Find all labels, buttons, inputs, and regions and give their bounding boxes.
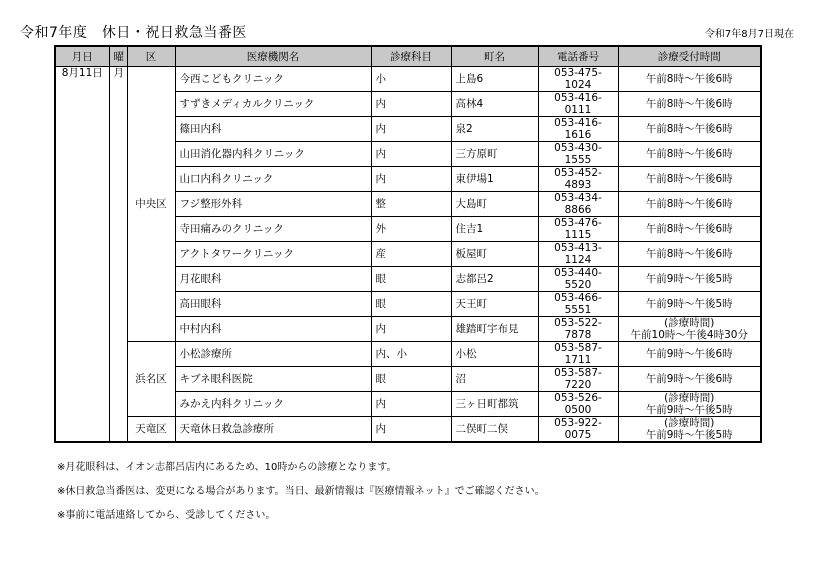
as-of-date: 令和7年8月7日現在	[704, 29, 794, 40]
dept-cell: 内	[371, 417, 451, 443]
clinic-name: 今西こどもクリニック	[175, 67, 371, 92]
clinic-name: 天竜休日救急診療所	[175, 417, 371, 443]
dept-cell: 内	[371, 392, 451, 417]
hours-value: 午前9時～午後5時	[645, 404, 733, 416]
clinic-name: 中村内科	[175, 317, 371, 342]
header-phone: 電話番号	[538, 46, 618, 67]
phone-cell: 053-440-5520	[538, 267, 618, 292]
dept-cell: 眼	[371, 267, 451, 292]
hours-cell: 午前8時～午後6時	[618, 242, 761, 267]
header-clinic: 医療機関名	[175, 46, 371, 67]
clinic-name: 山田消化器内科クリニック	[175, 142, 371, 167]
phone-cell: 053-475-1024	[538, 67, 618, 92]
town-cell: 東伊場1	[451, 167, 538, 192]
dept-cell: 内	[371, 317, 451, 342]
hours-value: 午前10時～午後4時30分	[630, 329, 748, 341]
note-item: ※事前に電話連絡してから、受診してください。	[57, 510, 276, 521]
phone-cell: 053-922-0075	[538, 417, 618, 443]
clinic-name: 篠田内科	[175, 117, 371, 142]
hours-cell: 午前8時～午後6時	[618, 142, 761, 167]
hours-label: (診療時間)	[664, 392, 715, 404]
clinic-name: みかえ内科クリニック	[175, 392, 371, 417]
dept-cell: 眼	[371, 367, 451, 392]
ward-cell-chuo: 中央区	[127, 67, 175, 342]
hours-cell: 午前9時～午後5時	[618, 292, 761, 317]
town-cell: 天王町	[451, 292, 538, 317]
clinic-name: アクトタワークリニック	[175, 242, 371, 267]
dept-cell: 産	[371, 242, 451, 267]
header-ward: 区	[127, 46, 175, 67]
date-cell: 8月11日	[55, 67, 109, 443]
dept-cell: 眼	[371, 292, 451, 317]
dept-cell: 内	[371, 142, 451, 167]
clinic-name: 寺田痛みのクリニック	[175, 217, 371, 242]
hours-cell: 午前8時～午後6時	[618, 67, 761, 92]
header-date: 月日	[55, 46, 109, 67]
page-title: 令和7年度 休日・祝日救急当番医	[20, 25, 247, 41]
hours-cell	[618, 392, 761, 417]
phone-cell: 053-466-5551	[538, 292, 618, 317]
clinic-name: すずきメディカルクリニック	[175, 92, 371, 117]
town-cell: 沼	[451, 367, 538, 392]
ward-cell-tenryu: 天竜区	[127, 417, 175, 443]
header-dow: 曜	[109, 46, 127, 67]
hours-cell: 午前8時～午後6時	[618, 167, 761, 192]
notes	[57, 462, 545, 534]
town-cell: 大島町	[451, 192, 538, 217]
header-town: 町名	[451, 46, 538, 67]
town-cell: 泉2	[451, 117, 538, 142]
town-cell: 高林4	[451, 92, 538, 117]
phone-cell: 053-476-1115	[538, 217, 618, 242]
hours-cell: 午前8時～午後6時	[618, 217, 761, 242]
table-row	[55, 417, 761, 443]
phone-cell: 053-587-7220	[538, 367, 618, 392]
phone-cell: 053-430-1555	[538, 142, 618, 167]
phone-cell: 053-416-1616	[538, 117, 618, 142]
hours-cell: 午前9時～午後6時	[618, 367, 761, 392]
header-hours: 診療受付時間	[618, 46, 761, 67]
phone-cell: 053-434-8866	[538, 192, 618, 217]
table-row	[55, 342, 761, 367]
clinic-name: フジ整形外科	[175, 192, 371, 217]
hours-cell: 午前8時～午後6時	[618, 92, 761, 117]
hours-cell: 午前9時～午後6時	[618, 342, 761, 367]
phone-cell: 053-413-1124	[538, 242, 618, 267]
dept-cell: 小	[371, 67, 451, 92]
phone-cell: 053-522-7878	[538, 317, 618, 342]
town-cell: 三ヶ日町都筑	[451, 392, 538, 417]
clinic-name: 山口内科クリニック	[175, 167, 371, 192]
clinic-name: 月花眼科	[175, 267, 371, 292]
phone-cell: 053-452-4893	[538, 167, 618, 192]
town-cell: 三方原町	[451, 142, 538, 167]
town-cell: 板屋町	[451, 242, 538, 267]
phone-cell: 053-526-0500	[538, 392, 618, 417]
town-cell: 上島6	[451, 67, 538, 92]
dept-cell: 内	[371, 117, 451, 142]
hours-cell	[618, 417, 761, 443]
note-item: ※月花眼科は、イオン志都呂店内にあるため、10時からの診療となります。	[57, 462, 397, 473]
town-cell: 雄踏町宇布見	[451, 317, 538, 342]
dept-cell: 内	[371, 167, 451, 192]
dept-cell: 整	[371, 192, 451, 217]
hours-label: (診療時間)	[664, 317, 715, 329]
hours-cell: 午前8時～午後6時	[618, 117, 761, 142]
dept-cell: 外	[371, 217, 451, 242]
roster-table	[54, 45, 762, 443]
clinic-name: 小松診療所	[175, 342, 371, 367]
dow-cell: 月	[109, 67, 127, 443]
phone-cell: 053-587-1711	[538, 342, 618, 367]
ward-cell-hamana: 浜名区	[127, 342, 175, 417]
hours-cell: 午前9時～午後5時	[618, 267, 761, 292]
phone-cell: 053-416-0111	[538, 92, 618, 117]
dept-cell: 内	[371, 92, 451, 117]
town-cell: 住吉1	[451, 217, 538, 242]
header-dept: 診療科目	[371, 46, 451, 67]
town-cell: 志都呂2	[451, 267, 538, 292]
hours-cell	[618, 317, 761, 342]
note-item: ※休日救急当番医は、変更になる場合があります。当日、最新情報は『医療情報ネット』でご確認ください。	[57, 486, 545, 497]
dept-cell: 内、小	[371, 342, 451, 367]
town-cell: 小松	[451, 342, 538, 367]
header-row	[55, 46, 761, 67]
hours-value: 午前9時～午後5時	[645, 429, 733, 441]
clinic-name: 高田眼科	[175, 292, 371, 317]
clinic-name: キブネ眼科医院	[175, 367, 371, 392]
table-row	[55, 67, 761, 92]
hours-cell: 午前8時～午後6時	[618, 192, 761, 217]
town-cell: 二俣町二俣	[451, 417, 538, 443]
hours-label: (診療時間)	[664, 417, 715, 429]
